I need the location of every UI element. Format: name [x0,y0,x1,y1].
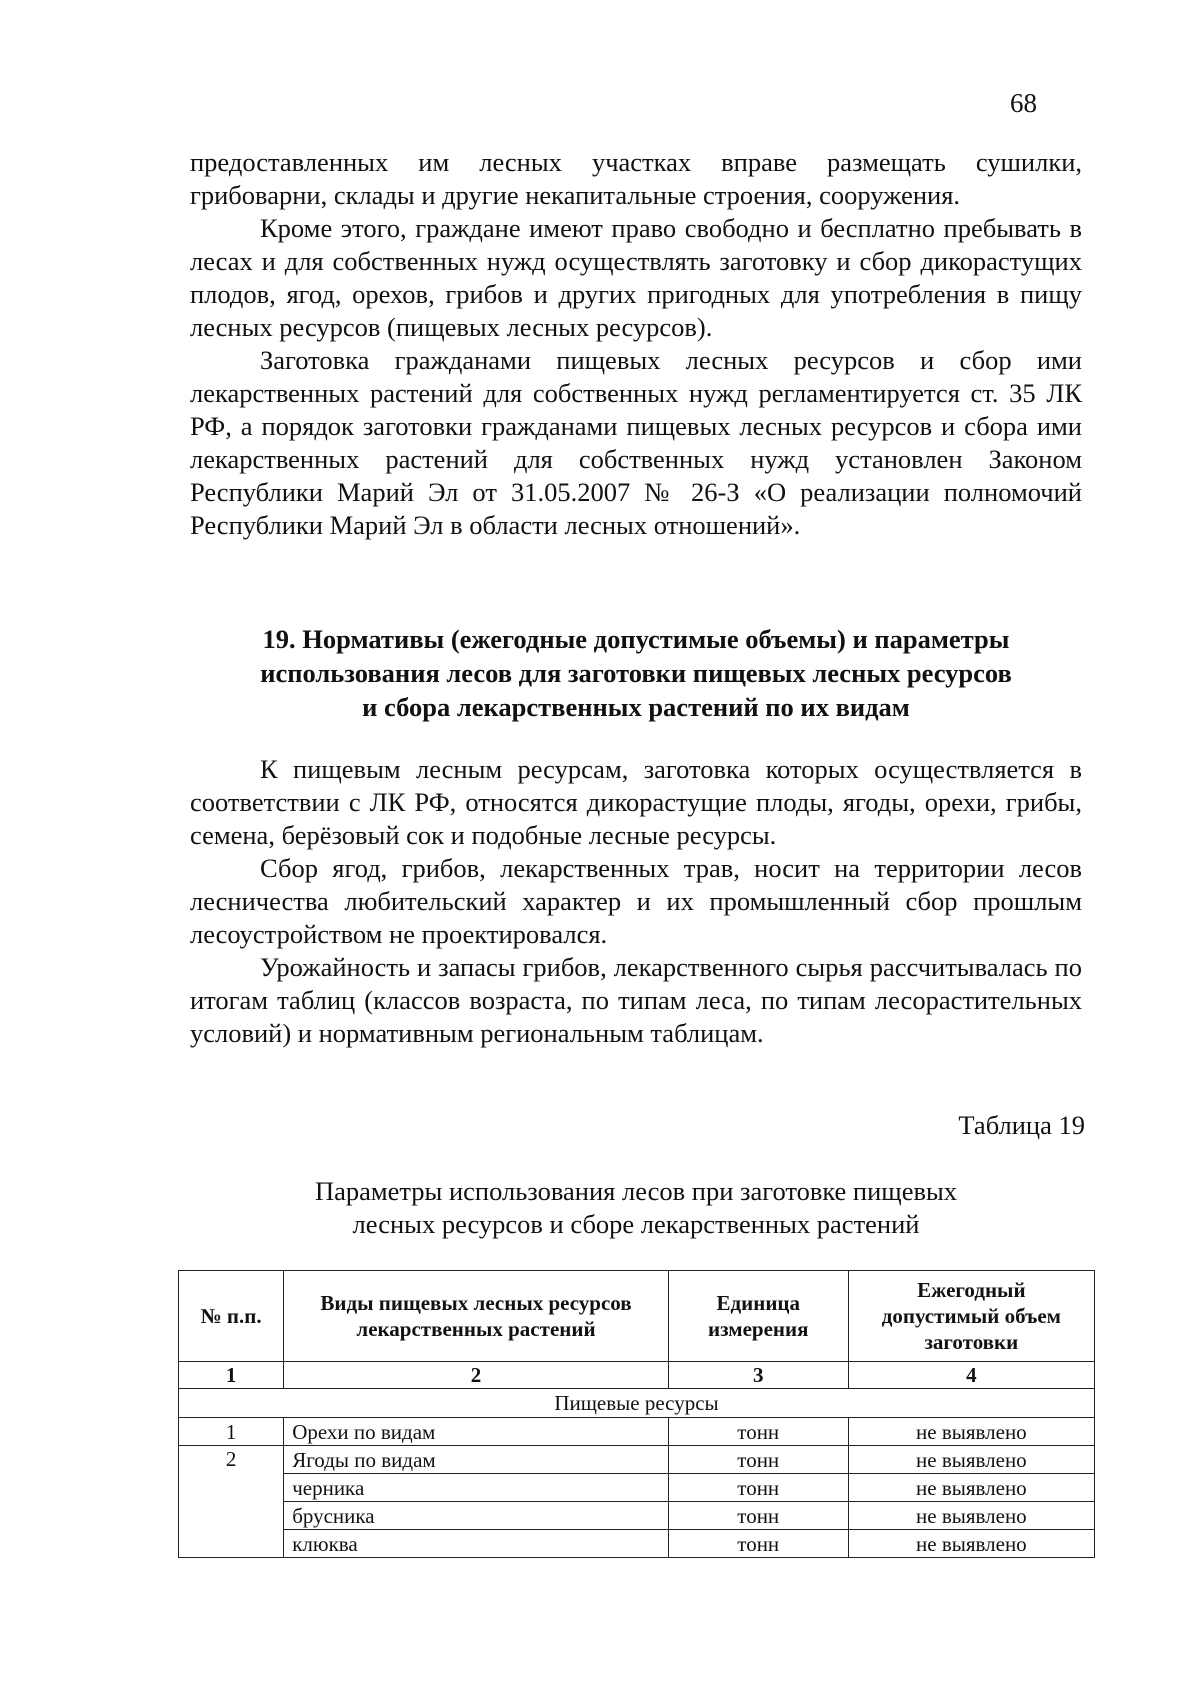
row-volume: не выявлено [848,1446,1094,1474]
section-heading-line: 19. Нормативы (ежегодные допустимые объемы) и параметры [262,624,1010,654]
row-number: 2 [179,1446,284,1558]
section-heading [190,622,1082,724]
column-number-row [179,1362,1095,1389]
header-cell-type: Виды пищевых лесных ресурсов лекарственных растений [284,1271,669,1362]
row-volume: не выявлено [848,1530,1094,1558]
column-number: 4 [848,1362,1094,1389]
paragraph: К пищевым лесным ресурсам, заготовка которых осуществляется в соответствии с ЛК РФ, относятся дикорастущие плоды, ягоды, орехи, грибы, семена, берёзовый сок и подобные лесные ресурсы. [190,754,1082,850]
table-row [179,1530,1095,1558]
table-title [190,1175,1082,1241]
header-cell-unit: Единица измерения [668,1271,848,1362]
section-heading-line: и сбора лекарственных растений по их видам [362,692,910,722]
row-name: Ягоды по видам [284,1446,669,1474]
header-cell-volume: Ежегодный допустимый объем заготовки [848,1271,1094,1362]
row-name: брусника [284,1502,669,1530]
paragraph: предоставленных им лесных участках вправе размещать сушилки, грибоварни, склады и другие некапитальные строения, сооружения. [190,147,1082,210]
header-cell-number: № п.п. [179,1271,284,1362]
table-label: Таблица 19 [958,1110,1085,1140]
table-row [179,1446,1095,1474]
row-name: черника [284,1474,669,1502]
column-number: 3 [668,1362,848,1389]
row-unit: тонн [668,1474,848,1502]
table-title-line: лесных ресурсов и сборе лекарственных растений [352,1209,920,1239]
row-unit: тонн [668,1446,848,1474]
table-header-row [179,1271,1095,1362]
paragraph: Заготовка гражданами пищевых лесных ресурсов и сбор ими лекарственных растений для собственных нужд регламентируется ст. 35 ЛК РФ, а порядок заготовки гражданами пищевых лесных ресурсов и сбора ими лекарственных растений для собственных нужд установлен Законом Республики Марий Эл от 31.05.2007 № 26-З «О реализации полномочий Республики Марий Эл в области лесных отношений». [190,345,1082,540]
page-number: 68 [1010,88,1037,118]
body-text-bottom [190,753,1082,1050]
row-unit: тонн [668,1502,848,1530]
row-name: клюква [284,1530,669,1558]
row-number: 1 [179,1418,284,1446]
table-row [179,1474,1095,1502]
paragraph: Урожайность и запасы грибов, лекарственного сырья рассчитывалась по итогам таблиц (классов возраста, по типам леса, по типам лесорастительных условий) и нормативным региональным таблицам. [190,952,1082,1048]
table-row [179,1418,1095,1446]
row-unit: тонн [668,1418,848,1446]
table-row [179,1502,1095,1530]
row-unit: тонн [668,1530,848,1558]
column-number: 1 [179,1362,284,1389]
row-volume: не выявлено [848,1502,1094,1530]
row-volume: не выявлено [848,1474,1094,1502]
column-number: 2 [284,1362,669,1389]
body-text-top [190,146,1082,542]
group-row [179,1389,1095,1418]
row-volume: не выявлено [848,1418,1094,1446]
paragraph: Кроме этого, граждане имеют право свободно и бесплатно пребывать в лесах и для собственных нужд осуществлять заготовку и сбор дикорастущих плодов, ягод, орехов, грибов и других пригодных для употребления в пищу лесных ресурсов (пищевых лесных ресурсов). [190,213,1082,342]
table-title-line: Параметры использования лесов при заготовке пищевых [314,1176,958,1206]
row-name: Орехи по видам [284,1418,669,1446]
section-heading-line: использования лесов для заготовки пищевых лесных ресурсов [260,658,1012,688]
resources-table [178,1270,1095,1558]
paragraph: Сбор ягод, грибов, лекарственных трав, носит на территории лесов лесничества любительский характер и их промышленный сбор прошлым лесоустройством не проектировался. [190,853,1082,949]
group-label: Пищевые ресурсы [179,1389,1095,1418]
